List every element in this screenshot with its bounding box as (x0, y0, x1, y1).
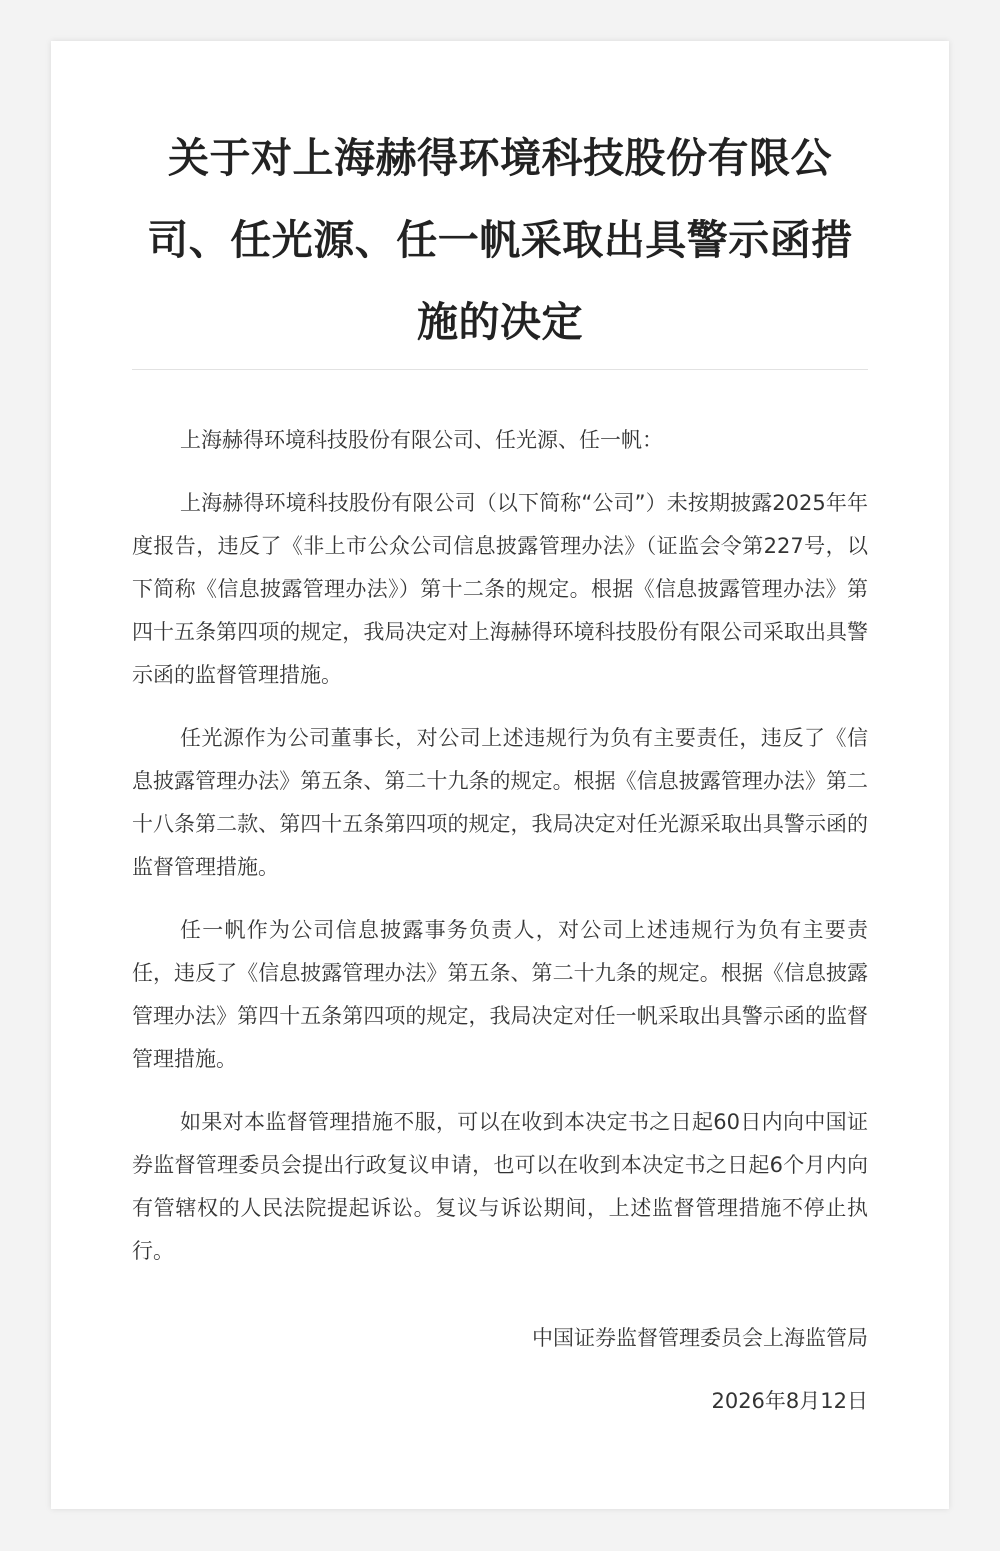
issue-date: 2026年8月12日 (711, 1389, 868, 1413)
salutation: 上海赫得环境科技股份有限公司、任光源、任一帆： (180, 428, 663, 452)
paragraph-chairman-violation: 任光源作为公司董事长，对公司上述违规行为负有主要责任，违反了《信息披露管理办法》第五条、第二十九条的规定。根据《信息披露管理办法》第二十八条第二款、第四十五条第四项的规定，我局决定对任光源采取出具警示函的监督管理措施。 (132, 726, 868, 879)
title-divider (132, 369, 868, 370)
paragraph-appeal-rights: 如果对本监督管理措施不服，可以在收到本决定书之日起60日内向中国证券监督管理委员会提出行政复议申请，也可以在收到本决定书之日起6个月内向有管辖权的人民法院提起诉讼。复议与诉讼期间，上述监督管理措施不停止执行。 (132, 1110, 868, 1263)
document-body (132, 419, 868, 1423)
document-title: 关于对上海赫得环境科技股份有限公司、任光源、任一帆采取出具警示函措施的决定 (147, 134, 853, 346)
paragraph-company-violation: 上海赫得环境科技股份有限公司（以下简称“公司”）未按期披露2025年年度报告，违反了《非上市公众公司信息披露管理办法》（证监会令第227号，以下简称《信息披露管理办法》）第十二条的规定。根据《信息披露管理办法》第四十五条第四项的规定，我局决定对上海赫得环境科技股份有限公司采取出具警示函的监督管理措施。 (132, 491, 868, 687)
paragraph-disclosure-officer-violation: 任一帆作为公司信息披露事务负责人，对公司上述违规行为负有主要责任，违反了《信息披露管理办法》第五条、第二十九条的规定。根据《信息披露管理办法》第四十五条第四项的规定，我局决定对任一帆采取出具警示函的监督管理措施。 (132, 918, 868, 1071)
issuing-authority: 中国证券监督管理委员会上海监管局 (532, 1326, 868, 1350)
document-page (51, 41, 949, 1509)
